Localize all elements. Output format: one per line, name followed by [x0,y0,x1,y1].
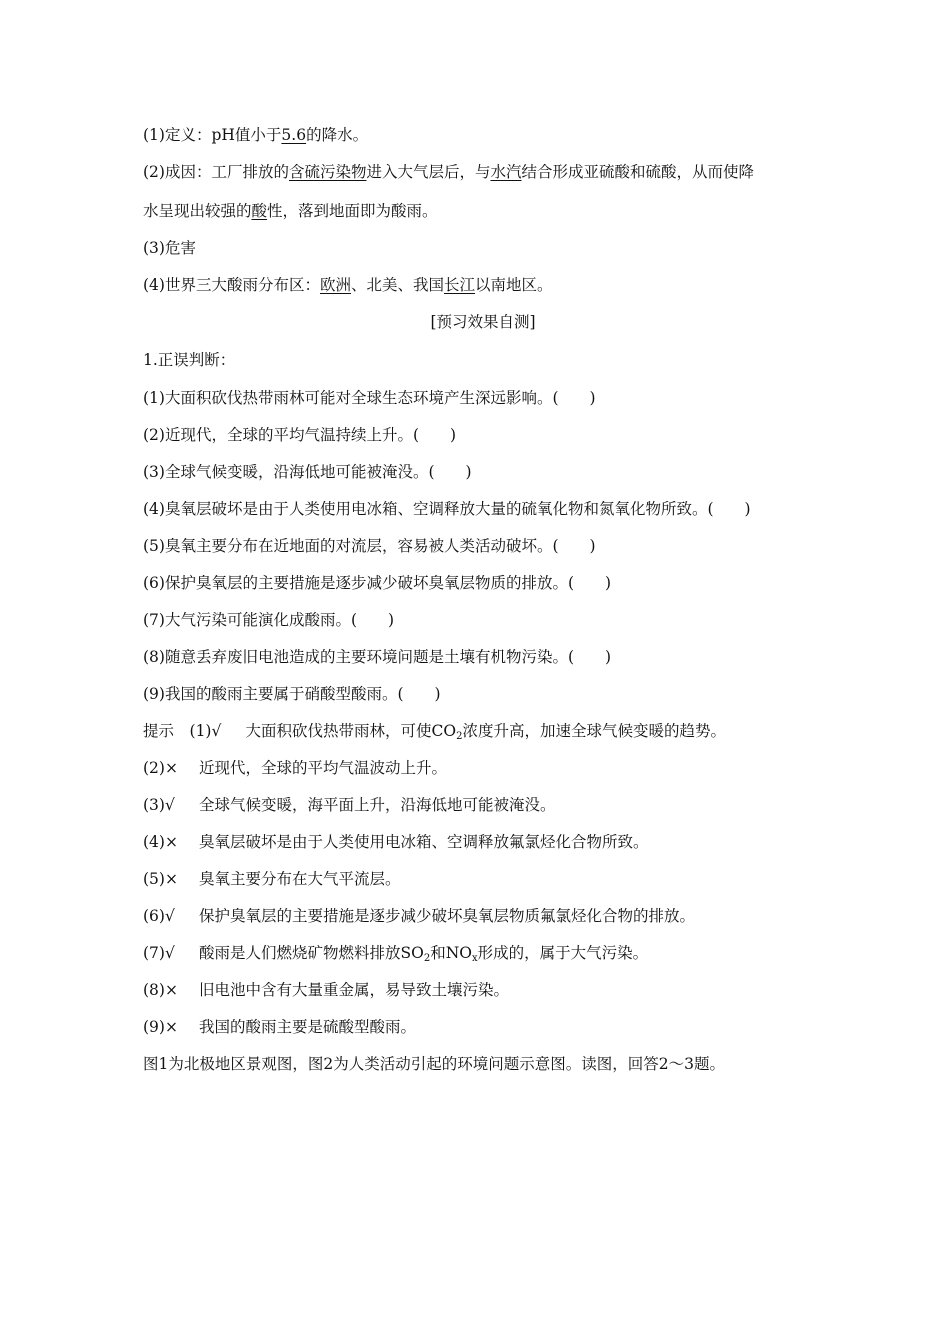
definition-value: 5.6 [281,126,307,144]
answer-mark: (5)× [143,870,178,888]
cause-text: 水呈现出较强的 [143,202,252,220]
regions-underlined-yangtze: 长江 [444,276,476,294]
subscript: 2 [456,731,463,742]
answer-item [143,757,823,779]
answer-mark: (8)× [143,981,178,999]
question-item: (8)随意丢弃废旧电池造成的主要环境问题是土壤有机物污染。( ) [143,648,612,666]
answer-text: 全球气候变暖，海平面上升，沿海低地可能被淹没。 [199,796,556,814]
question-heading: 1.正误判断： [143,351,236,369]
answer-text: 酸雨是人们燃烧矿物燃料排放SO [199,944,424,962]
regions-text: (4)世界三大酸雨分布区： [143,276,320,294]
answer-mark: (6)√ [143,907,175,925]
question-item: (2)近现代，全球的平均气温持续上升。( ) [143,426,457,444]
cause-text: 进入大气层后，与 [366,163,491,181]
answer-text: 旧电池中含有大量重金属，易导致土壤污染。 [199,981,510,999]
answer-text: 臭氧主要分布在大气平流层。 [199,870,401,888]
regions-text: 以南地区。 [475,276,553,294]
subscript: x [471,953,478,964]
answer-mark: (1)√ [189,722,222,740]
question-item: (3)全球气候变暖，沿海低地可能被淹没。( ) [143,463,472,481]
next-question-intro: 图1为北极地区景观图，图2为人类活动引起的环境问题示意图。读图，回答2～3题。 [143,1055,725,1073]
cause-underlined-vapor: 水汽 [490,163,522,181]
definition-suffix: 的降水。 [306,126,369,144]
cause-text: (2)成因：工厂排放的 [143,163,289,181]
answer-text: 形成的，属于大气污染。 [477,944,649,962]
hint-label: 提示 [143,722,190,740]
answer-text: 保护臭氧层的主要措施是逐步减少破坏臭氧层物质氟氯烃化合物的排放。 [199,907,696,925]
regions-text: 、北美、我国 [350,276,444,294]
definition-line [143,124,823,146]
question-item: (7)大气污染可能演化成酸雨。( ) [143,611,395,629]
answer-item [143,868,823,890]
answer-mark: (7)√ [143,944,175,962]
answer-mark: (2)× [143,759,178,777]
cause-line-1 [143,161,823,183]
answer-item [143,905,823,927]
answer-mark: (4)× [143,833,178,851]
question-item: (9)我国的酸雨主要属于硝酸型酸雨。( ) [143,685,441,703]
cause-text: 性，落到地面即为酸雨。 [267,202,438,220]
cause-line-2 [143,200,823,222]
answer-list [143,720,823,1038]
harm-line: (3)危害 [143,239,196,257]
question-item: (4)臭氧层破坏是由于人类使用电冰箱、空调释放大量的硫氧化物和氮氧化物所致。( ) [143,500,751,518]
regions-line [143,274,823,296]
regions-underlined-europe: 欧洲 [319,276,351,294]
answer-text: 和NO [430,944,472,962]
answer-item [143,794,823,816]
cause-underlined-acid: 酸 [251,202,268,220]
answer-item [143,979,823,1001]
answer-item [143,831,823,853]
question-item: (1)大面积砍伐热带雨林可能对全球生态环境产生深远影响。( ) [143,389,596,407]
cause-text: 结合形成亚硫酸和硫酸，从而使降 [521,163,755,181]
answer-item [143,942,823,964]
answer-item [143,720,823,742]
definition-prefix: (1)定义：pH值小于 [143,126,282,144]
answer-item [143,1016,823,1038]
cause-underlined-pollutant: 含硫污染物 [288,163,367,181]
section-title: [预习效果自测] [430,313,536,331]
question-list [143,387,823,705]
answer-text: 近现代，全球的平均气温波动上升。 [199,759,448,777]
question-item: (5)臭氧主要分布在近地面的对流层，容易被人类活动破坏。( ) [143,537,596,555]
answer-text: 大面积砍伐热带雨林，可使CO [245,722,457,740]
answer-text: 浓度升高，加速全球气候变暖的趋势。 [462,722,726,740]
answer-text: 臭氧层破坏是由于人类使用电冰箱、空调释放氟氯烃化合物所致。 [199,833,649,851]
question-item: (6)保护臭氧层的主要措施是逐步减少破坏臭氧层物质的排放。( ) [143,574,612,592]
answer-text: 我国的酸雨主要是硫酸型酸雨。 [199,1018,417,1036]
answer-mark: (9)× [143,1018,178,1036]
subscript: 2 [423,953,431,964]
answer-mark: (3)√ [143,796,175,814]
document-body [143,124,823,1075]
